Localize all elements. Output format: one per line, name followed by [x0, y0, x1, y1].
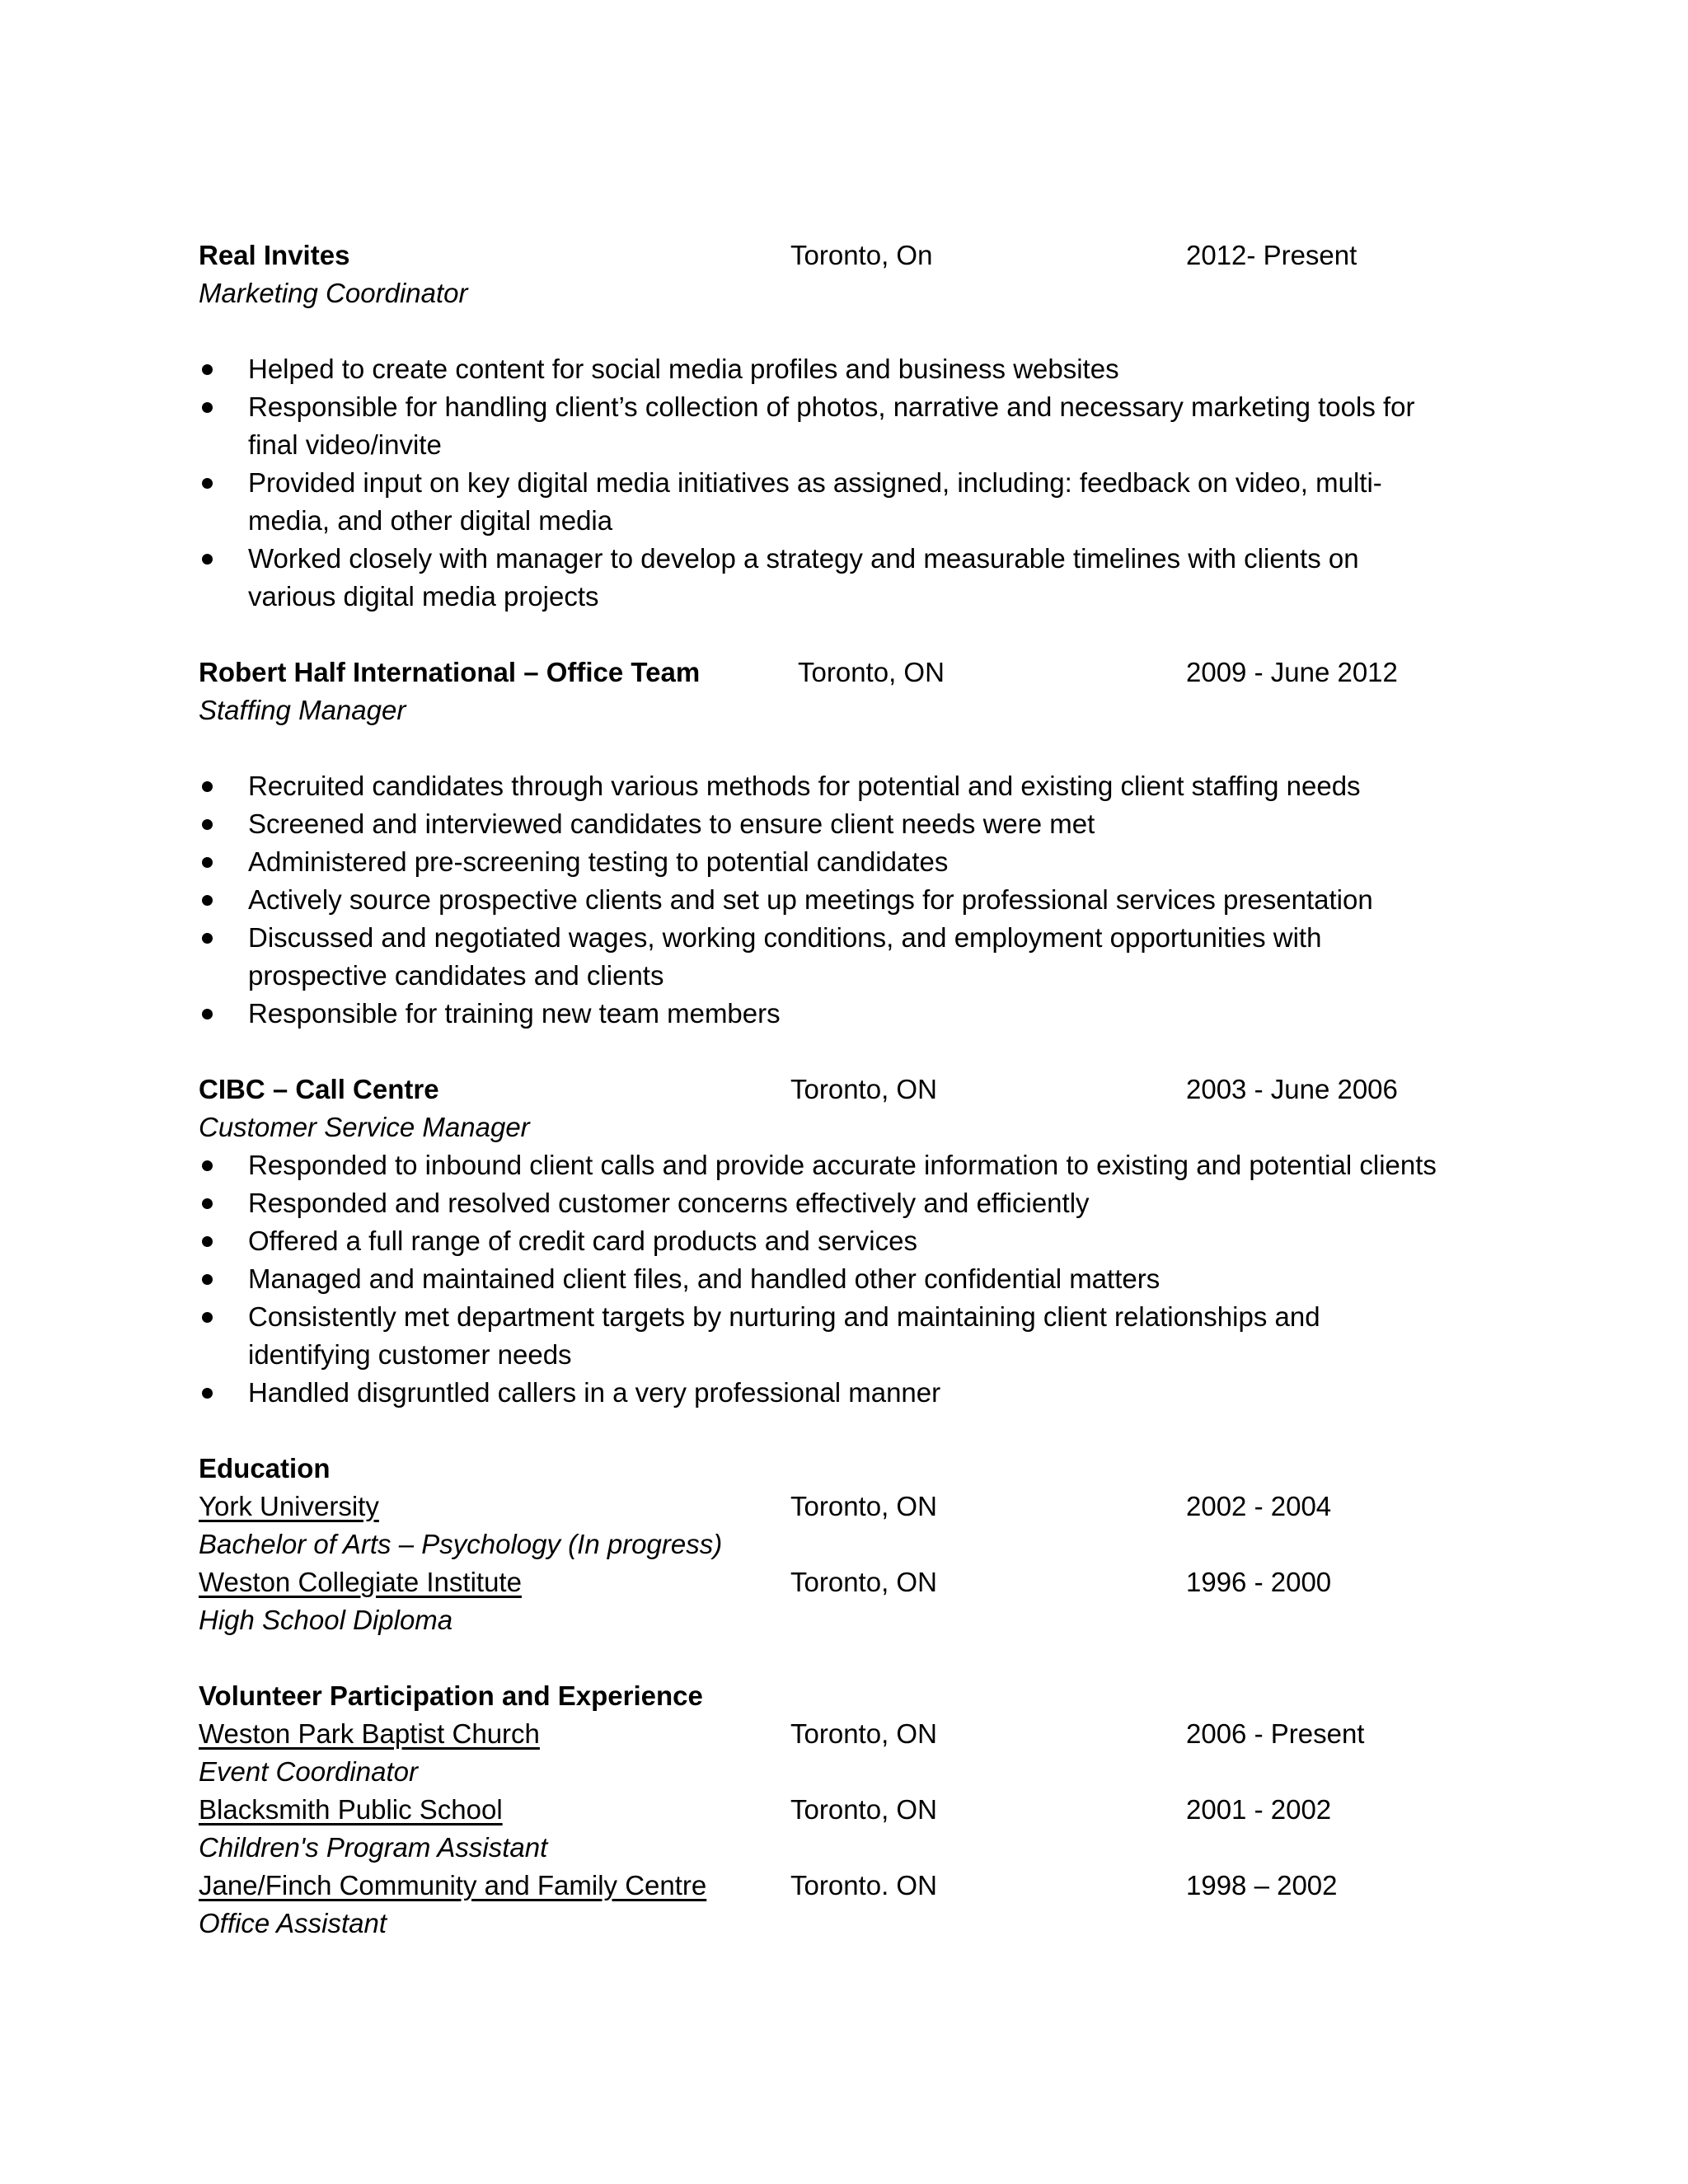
bullet-icon	[202, 1198, 213, 1209]
job-title: Staffing Manager	[199, 695, 406, 725]
job-robert-half	[199, 654, 1534, 1033]
org-dates: 1998 – 2002	[1186, 1870, 1338, 1900]
spacer	[199, 1639, 1534, 1677]
bullet-icon	[202, 819, 213, 830]
spacer	[199, 1033, 1534, 1071]
degree: High School Diploma	[199, 1605, 453, 1635]
spacer	[199, 1412, 1534, 1450]
org-name: Weston Park Baptist Church	[199, 1718, 540, 1749]
job-bullets	[199, 350, 1534, 616]
company-name: CIBC – Call Centre	[199, 1074, 439, 1104]
spacer	[199, 312, 1534, 350]
org-dates: 2001 - 2002	[1186, 1794, 1332, 1825]
job-location: Toronto, ON	[790, 1074, 937, 1104]
school-dates: 1996 - 2000	[1186, 1567, 1332, 1597]
job-title: Customer Service Manager	[199, 1112, 530, 1142]
education-section	[199, 1450, 1534, 1639]
list-item: Responded and resolved customer concerns effectively and efficiently	[199, 1184, 1534, 1222]
org-name: Blacksmith Public School	[199, 1794, 503, 1825]
org-location: Toronto, ON	[790, 1718, 937, 1749]
list-item: Responsible for handling client’s collection of photos, narrative and necessary marketing tools for final video/invite	[199, 388, 1534, 464]
list-item: Recruited candidates through various methods for potential and existing client staffing needs	[199, 767, 1534, 805]
list-item: Responded to inbound client calls and provide accurate information to existing and potential clients	[199, 1146, 1534, 1184]
bullet-icon	[202, 478, 213, 489]
company-name: Robert Half International – Office Team	[199, 657, 701, 687]
bullet-icon	[202, 857, 213, 868]
job-header	[199, 654, 1534, 691]
school-name: Weston Collegiate Institute	[199, 1567, 522, 1597]
school-location: Toronto, ON	[790, 1567, 937, 1597]
degree: Bachelor of Arts – Psychology (In progress)	[199, 1529, 723, 1559]
section-heading: Education	[199, 1453, 331, 1483]
bullet-icon	[202, 554, 213, 565]
list-item: Discussed and negotiated wages, working conditions, and employment opportunities with prospective candidates and clients	[199, 919, 1534, 995]
bullet-icon	[202, 1009, 213, 1019]
spacer	[199, 616, 1534, 654]
list-item: Helped to create content for social media profiles and business websites	[199, 350, 1534, 388]
school-dates: 2002 - 2004	[1186, 1491, 1332, 1521]
job-dates: 2003 - June 2006	[1186, 1074, 1398, 1104]
org-dates: 2006 - Present	[1186, 1718, 1365, 1749]
org-location: Toronto, ON	[790, 1794, 937, 1825]
education-entry	[199, 1563, 1534, 1601]
bullet-icon	[202, 781, 213, 792]
volunteer-entry	[199, 1715, 1534, 1753]
bullet-icon	[202, 895, 213, 906]
company-name: Real Invites	[199, 240, 350, 270]
job-dates: 2012- Present	[1186, 240, 1357, 270]
education-entry	[199, 1488, 1534, 1526]
resume-content	[199, 237, 1534, 1943]
bullet-icon	[202, 1312, 213, 1323]
volunteer-entry	[199, 1867, 1534, 1905]
list-item: Administered pre-screening testing to potential candidates	[199, 843, 1534, 881]
section-heading: Volunteer Participation and Experience	[199, 1680, 703, 1711]
list-item: Offered a full range of credit card products and services	[199, 1222, 1534, 1260]
bullet-icon	[202, 1274, 213, 1285]
list-item: Responsible for training new team members	[199, 995, 1534, 1033]
spacer	[199, 729, 1534, 767]
volunteer-entry	[199, 1791, 1534, 1829]
job-location: Toronto, ON	[798, 657, 945, 687]
volunteer-role: Children's Program Assistant	[199, 1832, 548, 1863]
org-name: Jane/Finch Community and Family Centre	[199, 1870, 707, 1900]
job-header	[199, 237, 1534, 274]
list-item: Handled disgruntled callers in a very professional manner	[199, 1374, 1534, 1412]
job-location: Toronto, On	[790, 240, 933, 270]
job-cibc	[199, 1071, 1534, 1412]
bullet-icon	[202, 364, 213, 375]
volunteer-section	[199, 1677, 1534, 1943]
job-bullets	[199, 1146, 1534, 1412]
job-header	[199, 1071, 1534, 1108]
volunteer-role: Event Coordinator	[199, 1756, 418, 1787]
list-item: Actively source prospective clients and set up meetings for professional services presentation	[199, 881, 1534, 919]
list-item: Managed and maintained client files, and handled other confidential matters	[199, 1260, 1534, 1298]
job-title: Marketing Coordinator	[199, 278, 468, 308]
bullet-icon	[202, 402, 213, 413]
bullet-icon	[202, 1160, 213, 1171]
list-item: Provided input on key digital media initiatives as assigned, including: feedback on video, multi- media, and other digital media	[199, 464, 1534, 540]
org-location: Toronto. ON	[790, 1870, 937, 1900]
volunteer-role: Office Assistant	[199, 1908, 387, 1938]
school-location: Toronto, ON	[790, 1491, 937, 1521]
job-real-invites	[199, 237, 1534, 616]
bullet-icon	[202, 1236, 213, 1247]
list-item: Consistently met department targets by nurturing and maintaining client relationships and identifying customer needs	[199, 1298, 1534, 1374]
list-item: Worked closely with manager to develop a strategy and measurable timelines with clients on various digital media projects	[199, 540, 1534, 616]
job-dates: 2009 - June 2012	[1186, 657, 1398, 687]
job-bullets	[199, 767, 1534, 1033]
list-item: Screened and interviewed candidates to ensure client needs were met	[199, 805, 1534, 843]
school-name: York University	[199, 1491, 379, 1521]
bullet-icon	[202, 933, 213, 944]
bullet-icon	[202, 1388, 213, 1399]
